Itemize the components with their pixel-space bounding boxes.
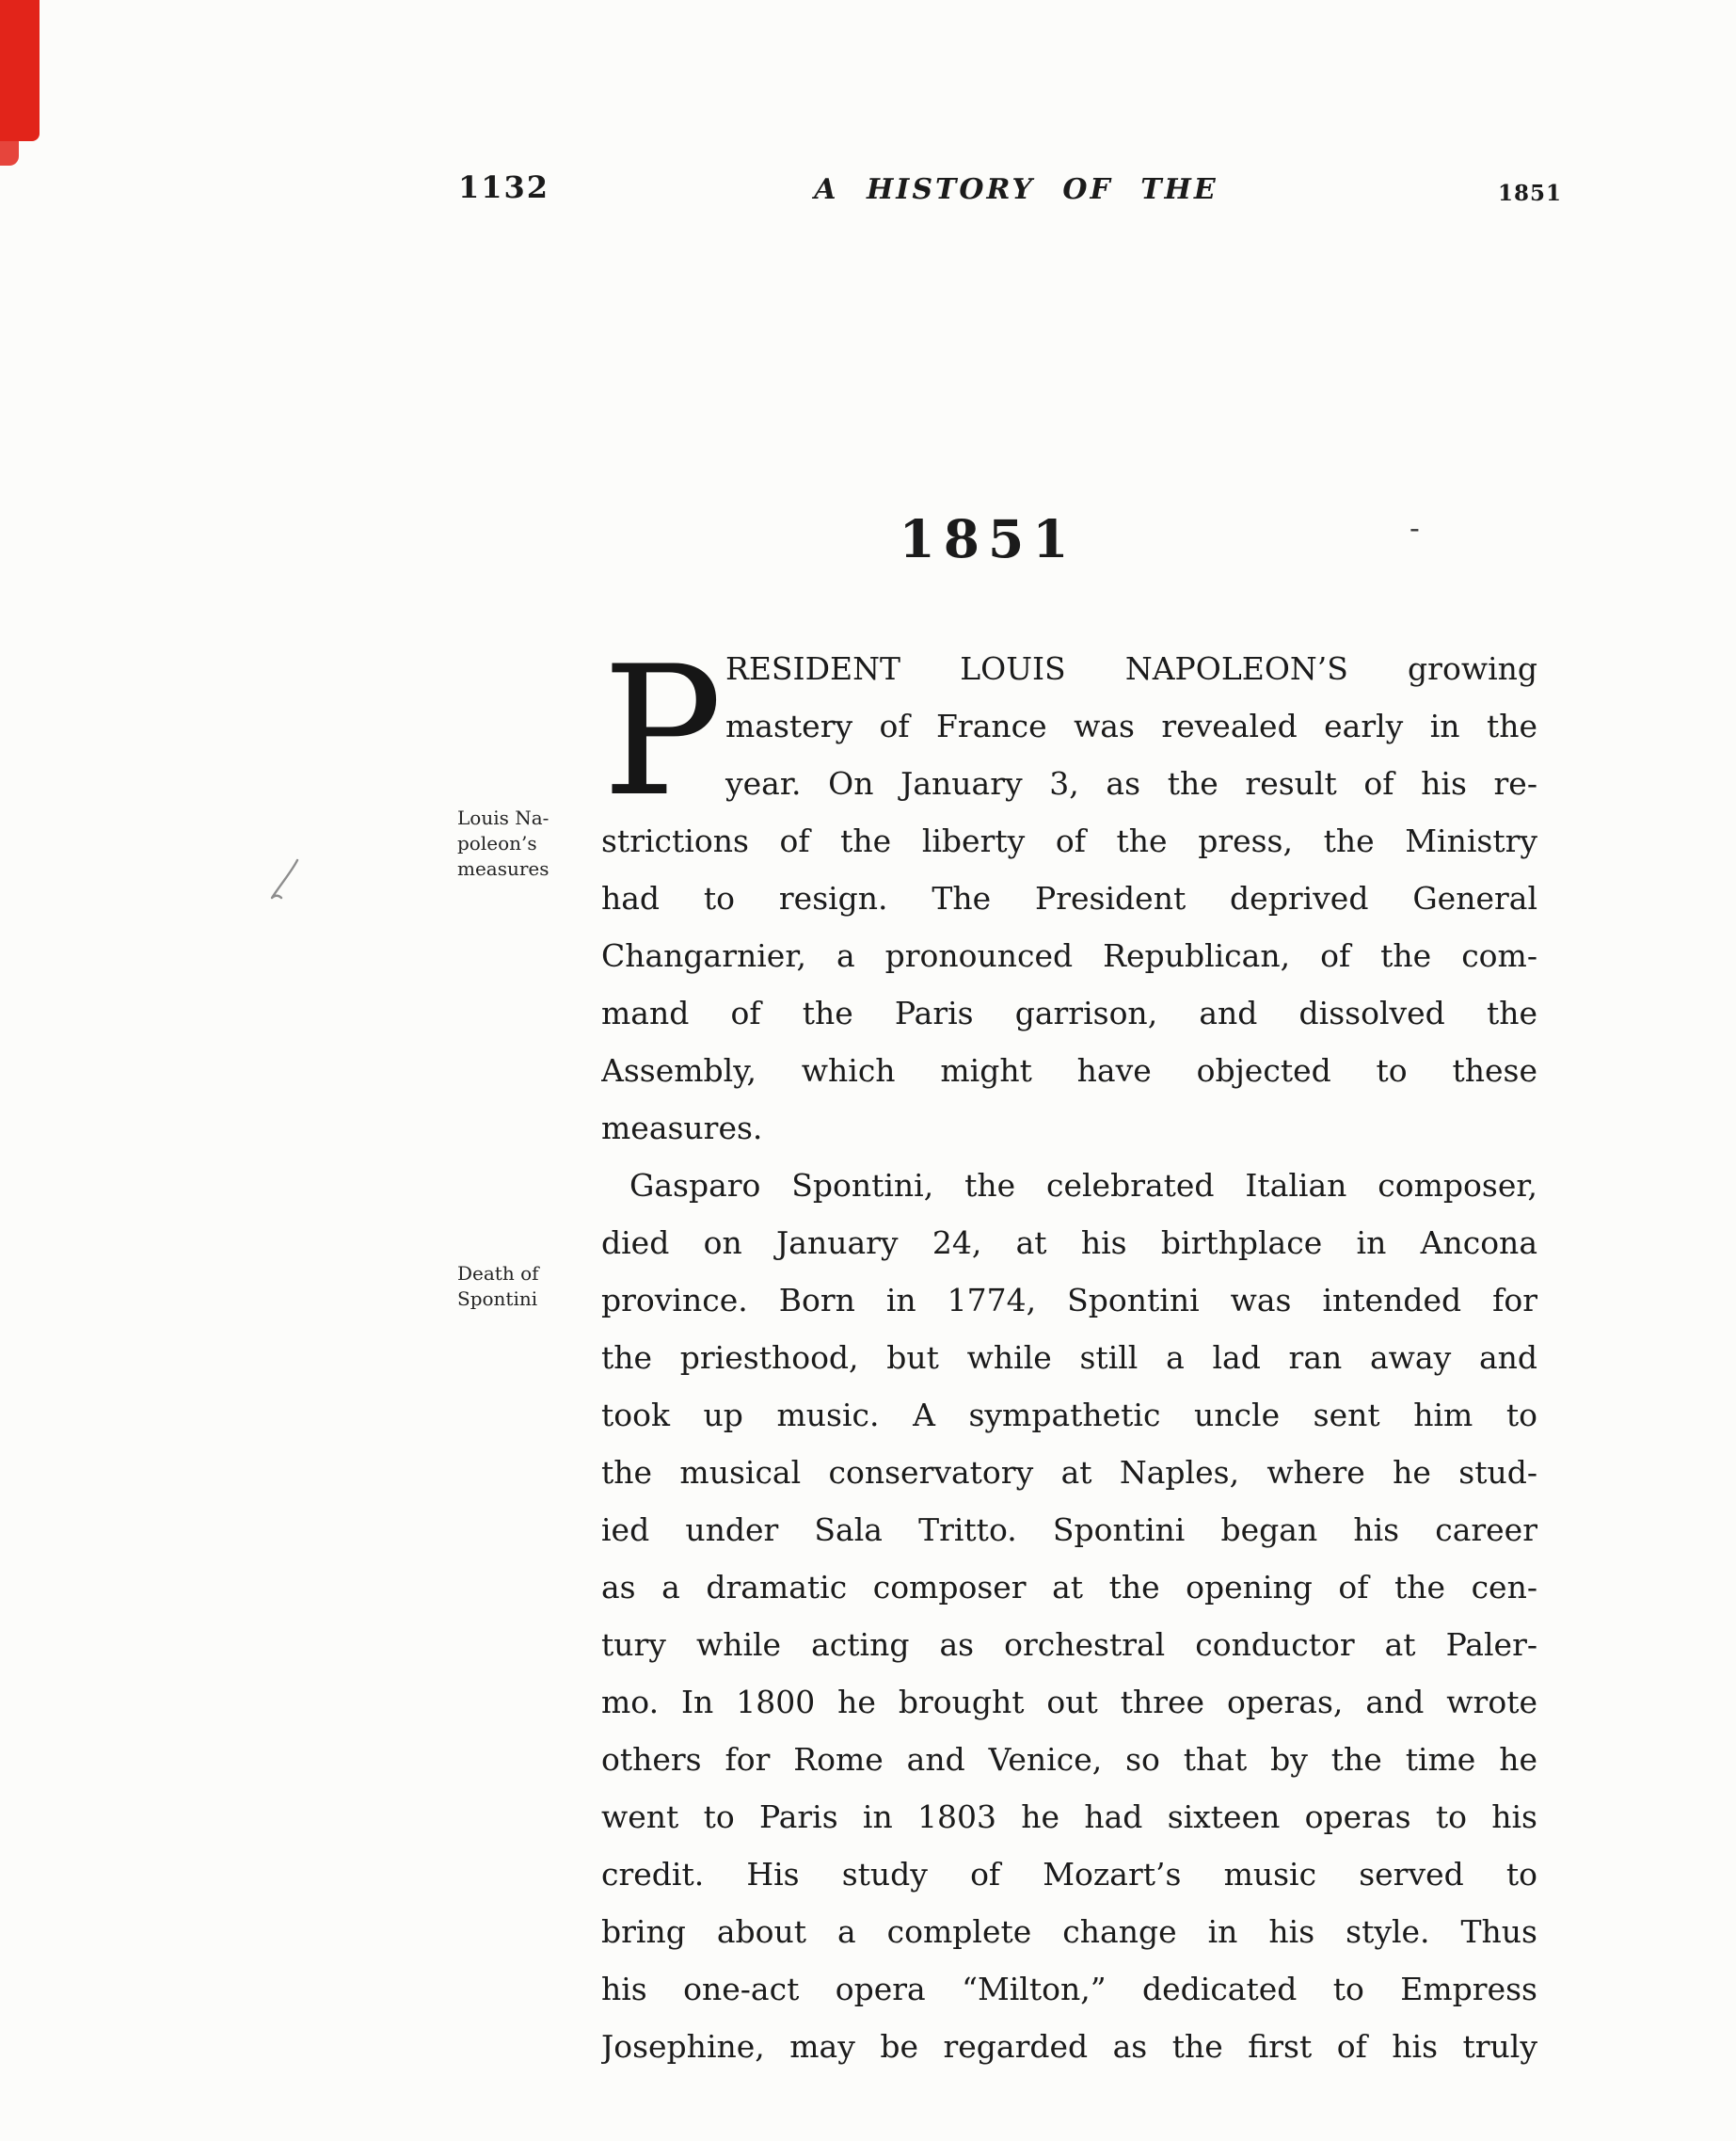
text-line: as a dramatic composer at the opening of the cen- <box>601 1569 1537 1606</box>
text-line: Assembly, which might have objected to these <box>601 1052 1537 1089</box>
text-line: the priesthood, but while still a lad ran away and <box>601 1339 1537 1376</box>
margin-note-line: measures <box>457 857 549 880</box>
page-number: 1132 <box>458 169 550 205</box>
text-line: province. Born in 1774, Spontini was intended for <box>601 1282 1537 1318</box>
margin-note-line: Louis Na- <box>457 807 549 829</box>
text-line: measures. <box>601 1110 763 1146</box>
text-line: went to Paris in 1803 he had sixteen operas to his <box>601 1798 1537 1835</box>
text-line: had to resign. The President deprived General <box>601 880 1537 917</box>
text-line: year. On January 3, as the result of his re- <box>725 765 1537 802</box>
text-line: Changarnier, a pronounced Republican, of the com- <box>601 937 1537 974</box>
running-header-title: A HISTORY OF THE <box>814 173 1218 206</box>
margin-note-line: Death of <box>457 1262 539 1285</box>
text-line: took up music. A sympathetic uncle sent him to <box>601 1397 1537 1433</box>
handwritten-pen-mark <box>265 856 305 909</box>
text-line: mo. In 1800 he brought out three operas, and wrote <box>601 1684 1537 1720</box>
text-line: ied under Sala Tritto. Spontini began his career <box>601 1511 1537 1548</box>
text-line: mand of the Paris garrison, and dissolved the <box>601 995 1537 1031</box>
text-line: strictions of the liberty of the press, the Ministry <box>601 823 1537 859</box>
text-line: the musical conservatory at Naples, where he stud- <box>601 1454 1537 1491</box>
text-line: credit. His study of Mozart’s music served to <box>601 1856 1537 1893</box>
margin-note-line: Spontini <box>457 1287 538 1310</box>
drop-cap-letter: P <box>602 628 723 836</box>
text-line: tury while acting as orchestral conductor at Paler- <box>601 1626 1537 1663</box>
stray-dash-mark: - <box>1410 510 1420 546</box>
text-line: others for Rome and Venice, so that by the time he <box>601 1741 1537 1778</box>
margin-note-napoleon-measures <box>457 806 598 882</box>
text-line: his one-act opera “Milton,” dedicated to Empress <box>601 1971 1537 2007</box>
text-line: RESIDENT LOUIS NAPOLEON’S growing <box>725 650 1537 687</box>
text-line: Gasparo Spontini, the celebrated Italian composer, <box>629 1167 1537 1204</box>
text-line: Josephine, may be regarded as the first of his truly <box>601 2028 1537 2065</box>
header-year: 1851 <box>1498 181 1563 206</box>
margin-note-death-of-spontini <box>457 1261 598 1312</box>
red-edge-scan-mark <box>0 0 40 141</box>
margin-note-line: poleon’s <box>457 832 537 855</box>
body-text-column <box>601 628 1537 2075</box>
chapter-title: 1851 <box>899 508 1077 569</box>
text-line: mastery of France was revealed early in the <box>725 708 1537 744</box>
text-line: died on January 24, at his birthplace in Ancona <box>601 1224 1537 1261</box>
text-line: bring about a complete change in his style. Thus <box>601 1913 1537 1950</box>
